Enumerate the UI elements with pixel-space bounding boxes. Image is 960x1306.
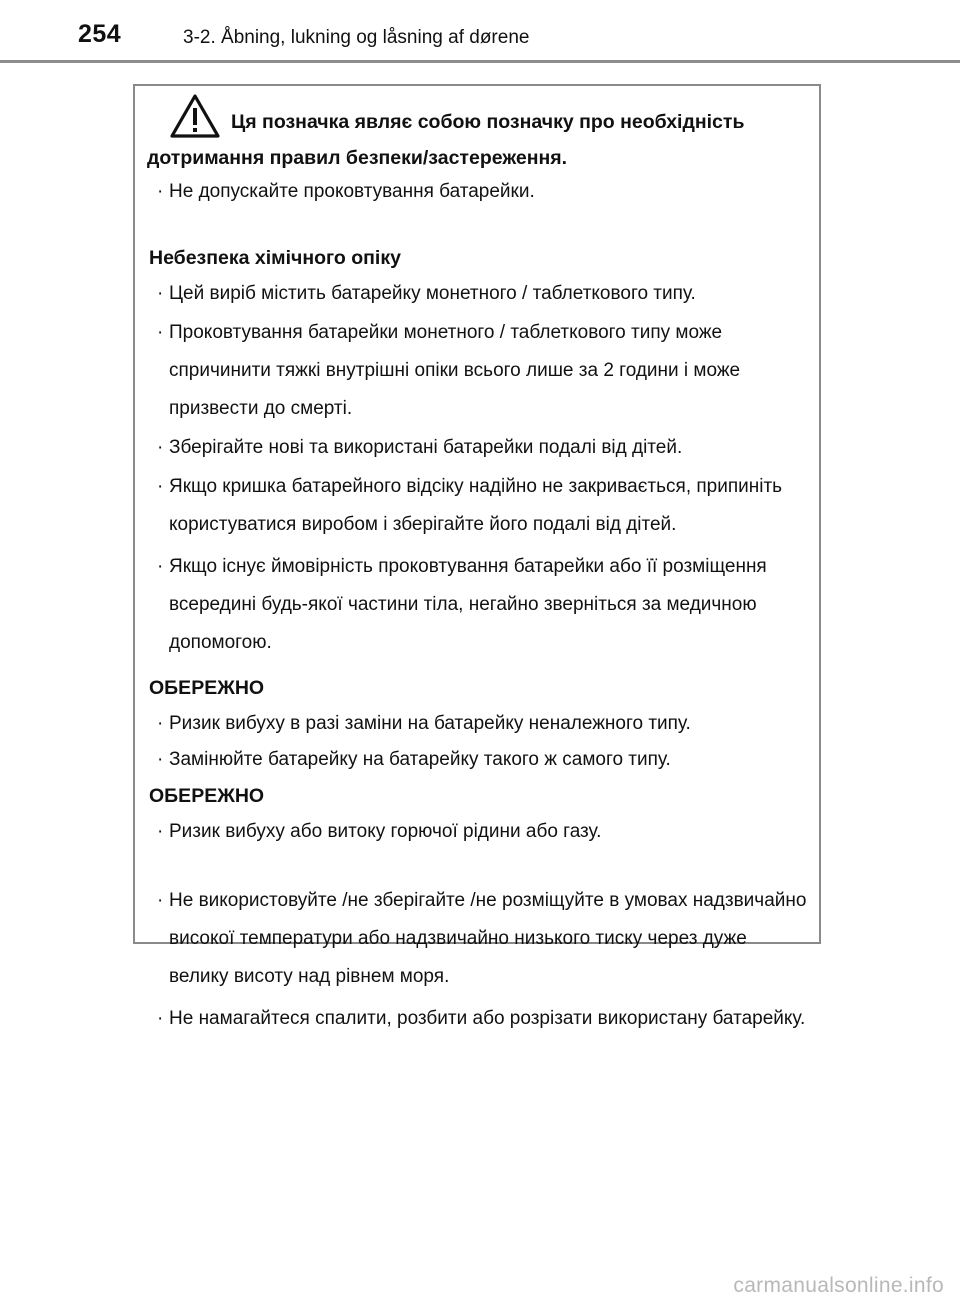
bullet-dot: · [157,749,164,770]
warning-title-line [147,86,811,138]
watermark: carmanualsonline.info [733,1274,944,1297]
caution1-bullet-2 [147,744,811,776]
warning-title-line1: Ця позначка являє собою позначку про необхідність [231,111,745,133]
section-title: 3-2. Åbning, lukning og låsning af dørene [183,27,530,48]
chemical-burn-heading: Небезпека хімічного опіку [149,247,401,269]
chemical-bullet-4 [147,468,811,544]
final-bullet-1 [147,882,811,996]
caution-bullet-text: Замінюйте батарейку на батарейку такого ж самого типу. [169,749,671,770]
bullet-dot: · [157,322,164,343]
bullet-dot: · [157,181,164,202]
intro-bullet [147,176,811,208]
spacer [147,212,811,242]
chemical-bullet-2 [147,314,811,428]
bullet-dot: · [157,1008,164,1029]
chemical-bullet-5 [147,548,811,662]
chemical-bullet-text: Цей виріб містить батарейку монетного / таблеткового типу. [169,283,696,304]
bullet-dot: · [157,476,164,497]
caution-heading-2: ОБЕРЕЖНО [149,785,265,807]
bullet-dot: · [157,283,164,304]
page-number: 254 [78,20,122,48]
final-bullet-text: Не використовуйте /не зберігайте /не розміщуйте в умовах надзвичайно високої температури або надзвичайно низького тиску через дуже велику висоту над рівнем моря. [169,890,807,987]
bullet-dot: · [157,713,164,734]
page-header [0,0,960,64]
spacer [147,852,811,882]
final-bullet-2 [147,1000,811,1038]
chemical-bullet-text: Якщо кришка батарейного відсіку надійно не закривається, припиніть користуватися виробом і зберігайте його подалі від дітей. [169,476,783,535]
bullet-dot: · [157,556,164,577]
warning-box [133,84,821,1029]
chemical-bullet-3 [147,432,811,464]
warning-content [147,86,811,1042]
final-bullet-text: Не намагайтеся спалити, розбити або розрізати використану батарейку. [169,1008,806,1029]
warning-title-line2: дотримання правил безпеки/застереження. [147,147,568,169]
caution2-bullet-1 [147,816,811,848]
caution-bullet-text: Ризик вибуху або витоку горючої рідини або газу. [169,821,602,842]
chemical-bullet-1 [147,278,811,310]
caution-heading-1: ОБЕРЕЖНО [149,677,265,699]
header-rule [0,60,960,63]
bullet-dot: · [157,890,164,911]
bullet-dot: · [157,821,164,842]
caution-bullet-text: Ризик вибуху в разі заміни на батарейку неналежного типу. [169,713,691,734]
caution1-bullet-1 [147,708,811,740]
warning-triangle-icon [169,93,221,139]
intro-bullet-text: Не допускайте проковтування батарейки. [169,181,535,202]
chemical-bullet-text: Проковтування батарейки монетного / таблеткового типу може спричинити тяжкі внутрішні опіки всього лише за 2 години і може призвести до смерті. [169,322,741,419]
bullet-dot: · [157,437,164,458]
chemical-bullet-text: Зберігайте нові та використані батарейки подалі від дітей. [169,437,683,458]
chemical-bullet-text: Якщо існує ймовірність проковтування батарейки або її розміщення всередині будь-якої частини тіла, негайно зверніться за медичною допомогою. [169,556,767,653]
